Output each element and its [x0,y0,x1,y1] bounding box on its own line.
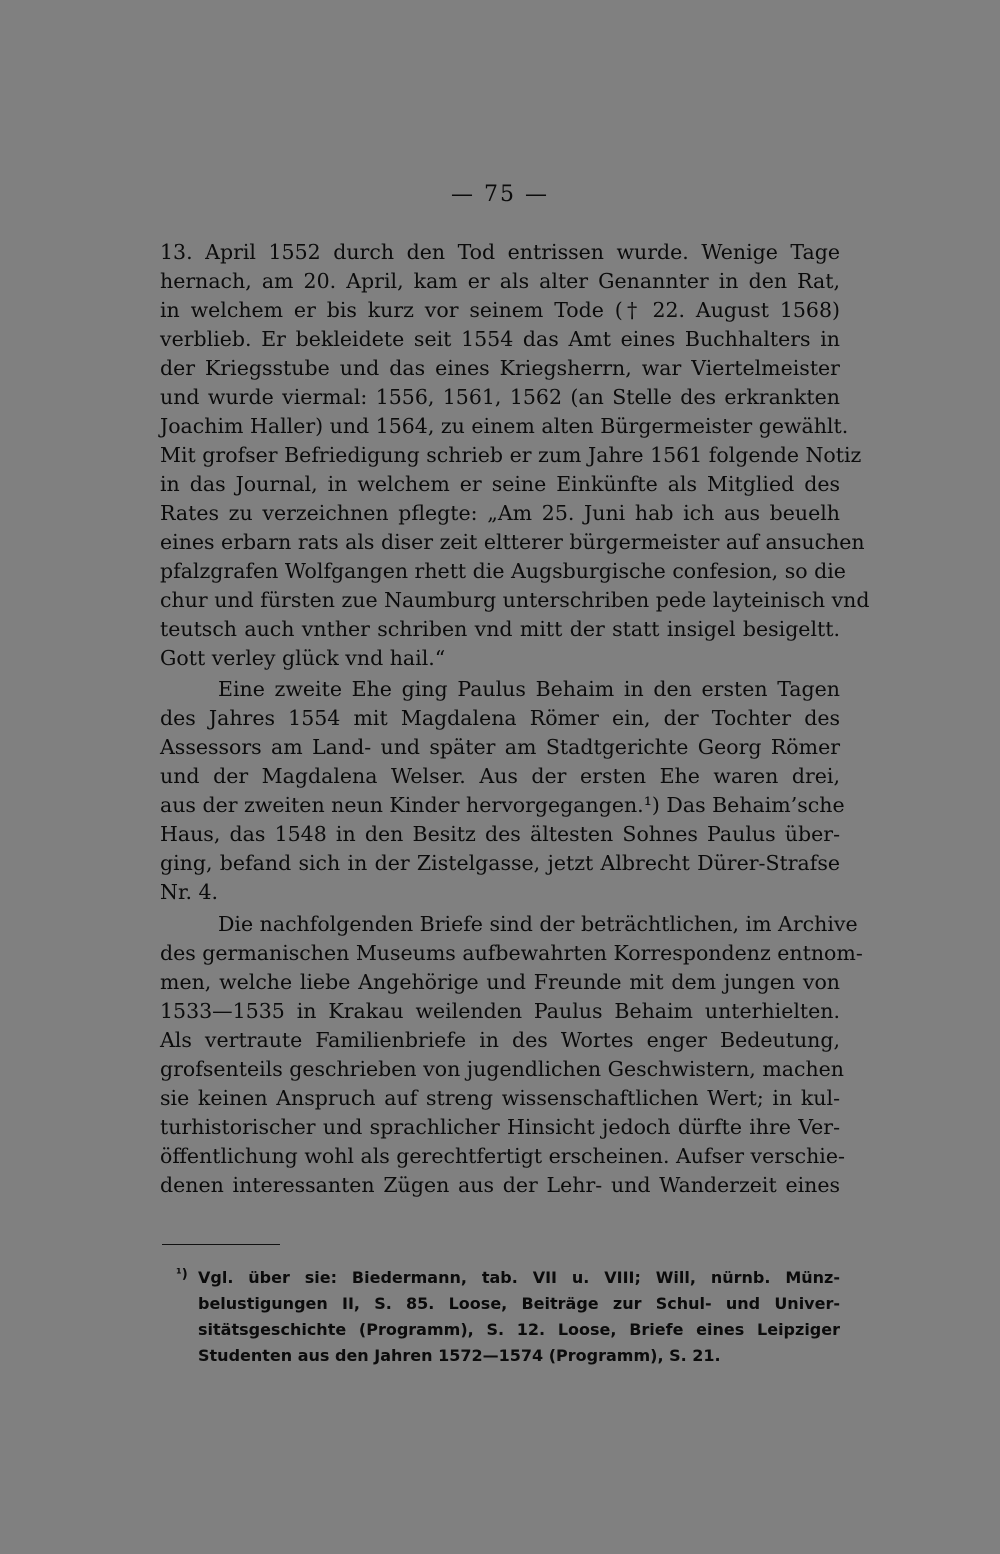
text-line: der Kriegsstube und das eines Kriegsherrn, war Viertelmeister [160,356,840,380]
text-line: des germanischen Museums aufbewahrten Korrespondenz entnom- [160,941,863,965]
footnote-rule [162,1244,280,1245]
text-line: 1533—1535 in Krakau weilenden Paulus Behaim unterhielten. [160,999,840,1023]
text-line: aus der zweiten neun Kinder hervorgegangen.¹) Das Behaim’sche [160,793,845,817]
text-line: Als vertraute Familienbriefe in des Wortes enger Bedeutung, [160,1028,840,1052]
text-line: Joachim Haller) und 1564, zu einem alten Bürgermeister gewählt. [160,414,849,438]
text-line: Die nachfolgenden Briefe sind der beträchtlichen, im Archive [218,912,858,936]
text-line: sie keinen Anspruch auf streng wissenschaftlichen Wert; in kul- [160,1086,840,1110]
text-line: des Jahres 1554 mit Magdalena Römer ein, der Tochter des [160,706,840,730]
footnote-marker: ¹) [176,1267,188,1282]
text-line: men, welche liebe Angehörige und Freunde mit dem jungen von [160,970,840,994]
text-line: denen interessanten Zügen aus der Lehr- und Wanderzeit eines [160,1173,840,1197]
text-line: und wurde viermal: 1556, 1561, 1562 (an Stelle des erkrankten [160,385,840,409]
text-line: pfalzgrafen Wolfgangen rhett die Augsburgische confesion, so die [160,559,846,583]
text-line: chur und fürsten zue Naumburg unterschriben pede layteinisch vnd [160,588,870,612]
text-line: verblieb. Er bekleidete seit 1554 das Amt eines Buchhalters in [160,327,840,351]
text-line: Haus, das 1548 in den Besitz des ältesten Sohnes Paulus über- [160,822,840,846]
text-line: in welchem er bis kurz vor seinem Tode († 22. August 1568) [160,298,840,322]
text-line: ging, befand sich in der Zistelgasse, jetzt Albrecht Dürer-Strafse [160,851,840,875]
footnote-line: Vgl. über sie: Biedermann, tab. VII u. VIII; Will, nürnb. Münz- [198,1268,840,1287]
text-line: in das Journal, in welchem er seine Einkünfte als Mitglied des [160,472,840,496]
footnote-line: Studenten aus den Jahren 1572—1574 (Programm), S. 21. [198,1346,721,1365]
text-line: teutsch auch vnther schriben vnd mitt der statt insigel besigeltt. [160,617,840,641]
footnote-line: belustigungen II, S. 85. Loose, Beiträge zur Schul- und Univer- [198,1294,840,1313]
text-line: Nr. 4. [160,880,219,904]
text-line: 13. April 1552 durch den Tod entrissen wurde. Wenige Tage [160,240,840,264]
text-line: eines erbarn rats als diser zeit eltterer bürgermeister auf ansuchen [160,530,865,554]
text-line: grofsenteils geschrieben von jugendlichen Geschwistern, machen [160,1057,844,1081]
text-line: Gott verley glück vnd hail.“ [160,646,446,670]
text-line: Eine zweite Ehe ging Paulus Behaim in den ersten Tagen [218,677,840,701]
text-line: hernach, am 20. April, kam er als alter Genannter in den Rat, [160,269,840,293]
text-line: öffentlichung wohl als gerechtfertigt erscheinen. Aufser verschie- [160,1144,845,1168]
text-line: turhistorischer und sprachlicher Hinsicht jedoch dürfte ihre Ver- [160,1115,840,1139]
text-line: Rates zu verzeichnen pflegte: „Am 25. Juni hab ich aus beuelh [160,501,840,525]
text-line: und der Magdalena Welser. Aus der ersten Ehe waren drei, [160,764,840,788]
text-line: Mit grofser Befriedigung schrieb er zum Jahre 1561 folgende Notiz [160,443,862,467]
footnote-line: sitätsgeschichte (Programm), S. 12. Loose, Briefe eines Leipziger [198,1320,840,1339]
page-number: — 75 — [451,182,549,207]
text-line: Assessors am Land- und später am Stadtgerichte Georg Römer [160,735,840,759]
